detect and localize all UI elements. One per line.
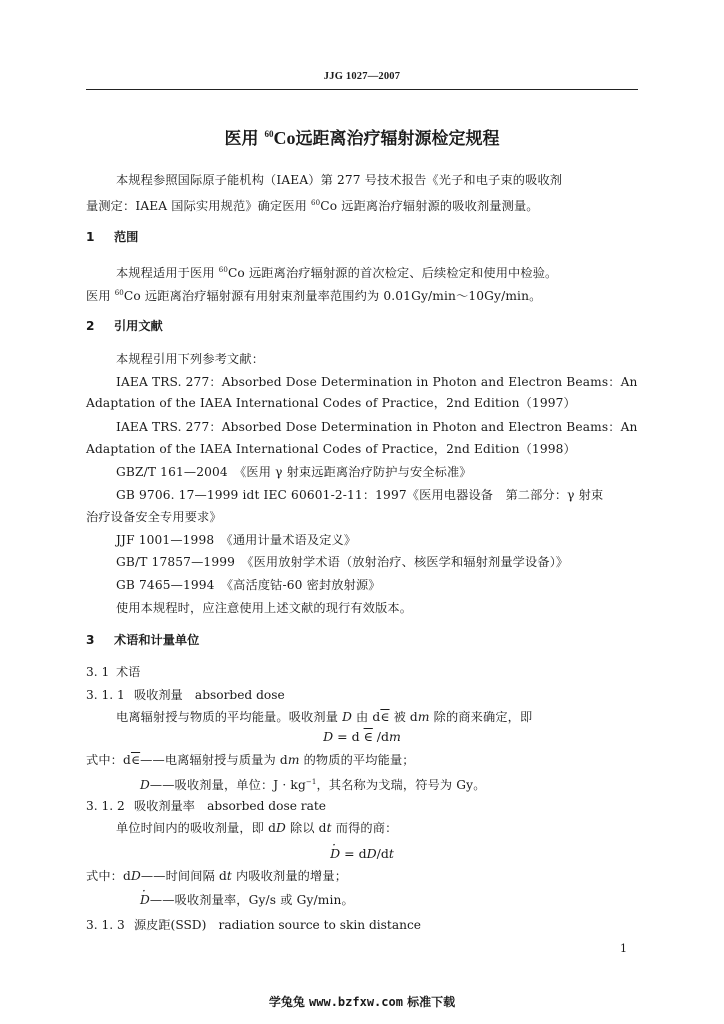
footer-watermark: 学兔兔 www.bzfxw.com 标准下载 <box>268 995 456 1009</box>
s2-line: IAEA TRS. 277：Absorbed Dose Determination in Photon and Electron Beams：An <box>116 420 638 434</box>
s1-line-2: 医用 $^{60}$Co 远距离治疗辐射源有用射束剂量率范围约为 0.01Gy/min～10Gy/min。 <box>86 289 542 303</box>
section-3-heading: 3 术语和计量单位 <box>86 633 200 647</box>
s2-line: GBZ/T 161—2004 《医用 γ 射束远距离治疗防护与安全标准》 <box>116 465 472 479</box>
s312-description: 单位时间内的吸收剂量，即 dD 除以 dt 而得的商： <box>116 821 398 835</box>
s311-definition-line: D——吸收剂量，单位：$J \cdot kg^{-1}$，其名称为戈瑞，符号为 Gy。 <box>140 778 486 792</box>
section-2-heading: 2 引用文献 <box>86 319 163 333</box>
s311-where-line: 式中：d∈——电离辐射授与质量为 dm 的物质的平均能量； <box>86 753 415 767</box>
s2-line: Adaptation of the IAEA International Codes of Practice，2nd Edition（1997） <box>86 396 576 410</box>
s311-equation: D = d ∈ /dm <box>323 729 401 744</box>
s1-line-1: 本规程适用于医用 $^{60}$Co 远距离治疗辐射源的首次检定、后续检定和使用中检验。 <box>116 266 558 280</box>
subsection-3-1-2-heading: 3. 1. 2 吸收剂量率 absorbed dose rate <box>86 799 326 813</box>
page-number: 1 <box>620 942 627 955</box>
s312-where-line: 式中：dD——时间间隔 dt 内吸收剂量的增量； <box>86 869 348 883</box>
header-rule <box>86 89 638 90</box>
s312-definition-line: · D——吸收剂量率，Gy/s 或 Gy/min。 <box>140 892 640 908</box>
subsection-3-1-3-heading: 3. 1. 3 源皮距(SSD) radiation source to skin distance <box>86 918 421 932</box>
s2-line: 本规程引用下列参考文献： <box>116 352 265 366</box>
s2-line: GB 7465—1994 《高活度钴-60 密封放射源》 <box>116 578 381 592</box>
subsection-3-1-heading: 3. 1 术语 <box>86 665 141 679</box>
page-title: 医用 $^{60}$Co远距离治疗辐射源检定规程 <box>224 128 500 149</box>
s2-line: JJF 1001—1998 《通用计量术语及定义》 <box>116 533 357 547</box>
intro-line-1: 本规程参照国际原子能机构（IAEA）第 277 号技术报告《光子和电子束的吸收剂 <box>116 173 563 187</box>
s2-line: IAEA TRS. 277：Absorbed Dose Determination in Photon and Electron Beams：An <box>116 375 638 389</box>
s2-line: Adaptation of the IAEA International Codes of Practice，2nd Edition（1998） <box>86 442 576 456</box>
footer-url[interactable]: www.bzfxw.com <box>309 995 403 1009</box>
section-1-heading: 1 范围 <box>86 230 139 244</box>
s2-line: GB 9706. 17—1999 idt IEC 60601-2-11：1997《医用电器设备 第二部分：γ 射束 <box>116 488 604 502</box>
s2-line: 使用本规程时，应注意使用上述文献的现行有效版本。 <box>116 601 413 615</box>
s311-description: 电离辐射授与物质的平均能量。吸收剂量 D 由 d∈ 被 dm 除的商来确定，即 <box>116 710 533 724</box>
s312-equation: · D = dD/dt <box>0 846 724 862</box>
s2-line: 治疗设备安全专用要求》 <box>86 510 222 524</box>
intro-line-2: 量测定：IAEA 国际实用规范》确定医用 $^{60}$Co 远距离治疗辐射源的吸收剂量测量。 <box>86 199 539 213</box>
s2-line: GB/T 17857—1999 《医用放射学术语（放射治疗、核医学和辐射剂量学设备）》 <box>116 555 569 569</box>
subsection-3-1-1-heading: 3. 1. 1 吸收剂量 absorbed dose <box>86 688 285 702</box>
running-header: JJG 1027—2007 <box>323 71 401 82</box>
